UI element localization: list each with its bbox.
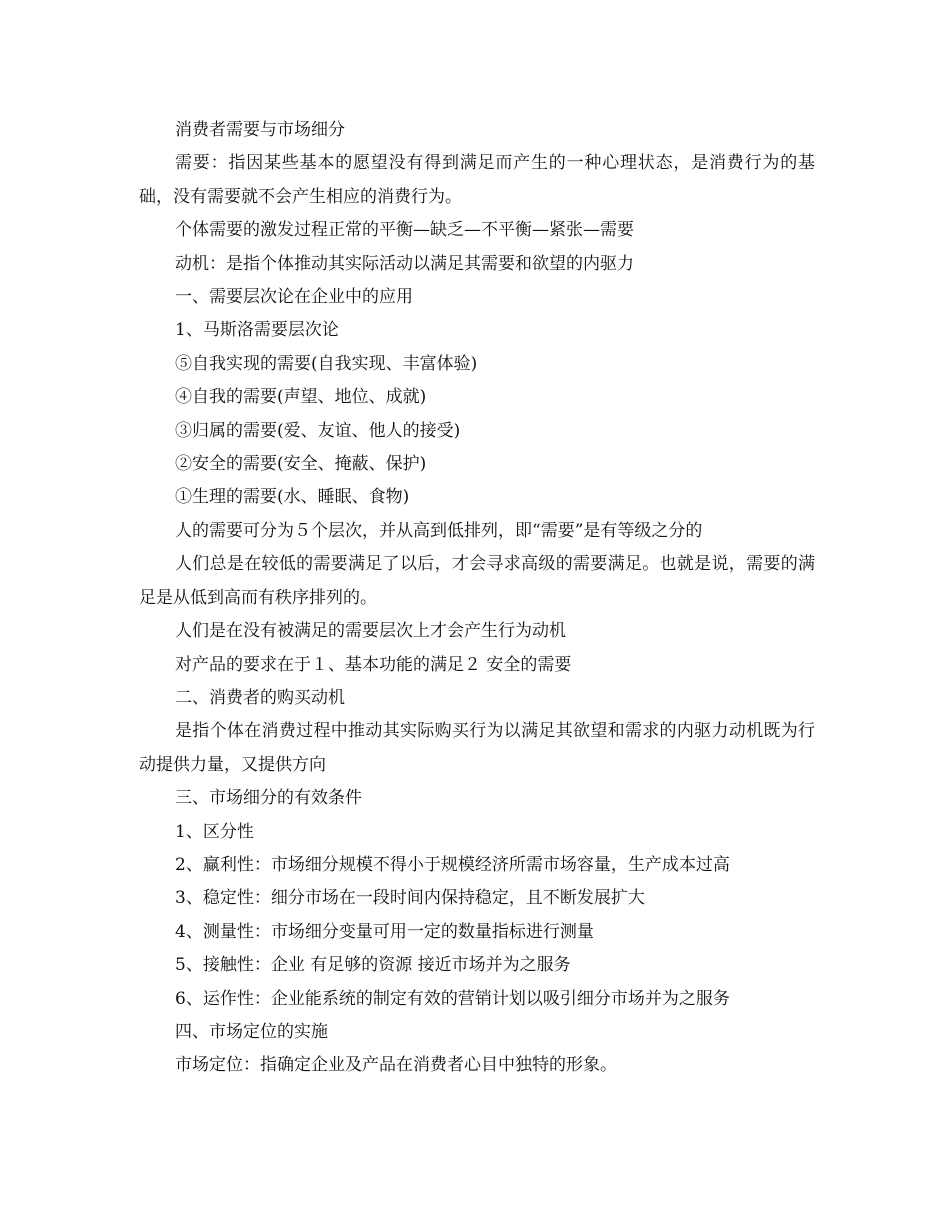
paragraph-product-requirements: 对产品的要求在于１、基本功能的满足２ 安全的需要: [175, 654, 572, 675]
section-heading-3: 三、市场细分的有效条件: [175, 788, 362, 809]
list-item-need-level-2: ②安全的需要(安全、掩蔽、保护): [175, 454, 427, 475]
paragraph-market-positioning: 市场定位：指确定企业及产品在消费者心目中独特的形象。: [175, 1055, 617, 1076]
list-item-need-level-3: ③归属的需要(爱、友谊、他人的接受): [175, 420, 461, 441]
document-title: 消费者需要与市场细分: [175, 120, 345, 140]
list-item-condition-3: 3、稳定性：细分市场在一段时间内保持稳定，且不断发展扩大: [175, 888, 645, 909]
section-heading-1: 一、需要层次论在企业中的应用: [175, 287, 413, 308]
paragraph-need-definition: 需要：指因某些基本的愿望没有得到满足而产生的一种心理状态，是消费行为的基础，没有需要就不会产生相应的消费行为。: [139, 153, 815, 207]
list-item-condition-1: 1、区分性: [175, 821, 254, 842]
list-item-condition-2: 2、赢利性：市场细分规模不得小于规模经济所需市场容量，生产成本过高: [175, 854, 730, 875]
subsection-heading-maslow: 1、马斯洛需要层次论: [175, 320, 339, 341]
document-body: [139, 114, 815, 1083]
list-item-need-level-1: ①生理的需要(水、睡眠、食物): [175, 487, 410, 508]
section-heading-4: 四、市场定位的实施: [175, 1021, 328, 1042]
paragraph-purchase-motivation: 是指个体在消费过程中推动其实际购买行为以满足其欲望和需求的内驱力动机既为行动提供力量，又提供方向: [139, 721, 815, 775]
list-item-need-level-4: ④自我的需要(声望、地位、成就): [175, 387, 427, 408]
paragraph-need-process: 个体需要的激发过程正常的平衡—缺乏—不平衡—紧张—需要: [175, 220, 634, 241]
list-item-condition-5: 5、接触性：企业 有足够的资源 接近市场并为之服务: [175, 955, 571, 976]
list-item-need-level-5: ⑤自我实现的需要(自我实现、丰富体验): [175, 353, 478, 374]
paragraph-motivation-definition: 动机：是指个体推动其实际活动以满足其需要和欲望的内驱力: [175, 253, 634, 274]
paragraph-need-order: 人们总是在较低的需要满足了以后，才会寻求高级的需要满足。也就是说，需要的满足是从低到高而有秩序排列的。: [139, 554, 815, 608]
list-item-condition-6: 6、运作性：企业能系统的制定有效的营销计划以吸引细分市场并为之服务: [175, 988, 730, 1009]
paragraph-five-levels: 人的需要可分为５个层次，并从高到低排列，即“需要”是有等级之分的: [175, 520, 703, 541]
section-heading-2: 二、消费者的购买动机: [175, 687, 345, 708]
paragraph-unsatisfied-needs: 人们是在没有被满足的需要层次上才会产生行为动机: [175, 621, 566, 642]
list-item-condition-4: 4、测量性：市场细分变量可用一定的数量指标进行测量: [175, 921, 594, 942]
